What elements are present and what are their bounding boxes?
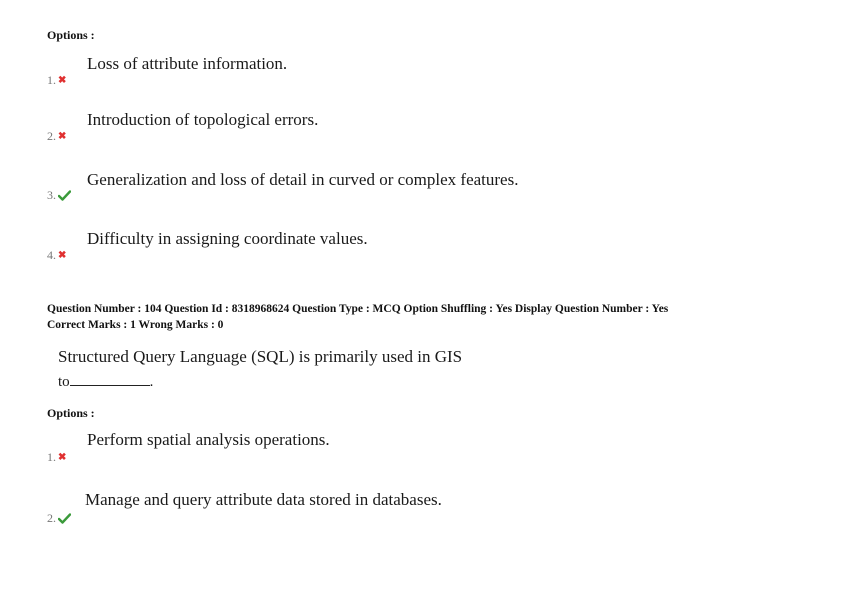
option-number: [47, 248, 66, 263]
option-text: Perform spatial analysis operations.: [87, 430, 330, 449]
question-marks: Correct Marks : 1 Wrong Marks : 0: [47, 319, 224, 331]
option-text: Manage and query attribute data stored in databases.: [85, 490, 442, 509]
question-text-continued: [58, 373, 153, 391]
option-text: Difficulty in assigning coordinate values.: [87, 229, 368, 248]
cross-icon: ✖: [58, 74, 67, 86]
option-number: [47, 129, 66, 144]
option-number-label: 1.: [47, 73, 56, 87]
option-number: [47, 73, 66, 88]
check-icon: [58, 190, 71, 201]
option-number-label: 2.: [47, 129, 56, 143]
option-text: Generalization and loss of detail in curved or complex features.: [87, 170, 519, 189]
option-number: [47, 511, 71, 526]
question-text-suffix: .: [149, 374, 154, 390]
options-label: Options :: [47, 406, 95, 420]
option-number-label: 3.: [47, 188, 56, 202]
question-meta: Question Number : 104 Question Id : 8318968624 Question Type : MCQ Option Shuffling : Yes Display Question Number : Yes: [47, 303, 669, 315]
answer-blank: [70, 373, 150, 386]
question-text: Structured Query Language (SQL) is primarily used in GIS: [58, 347, 463, 366]
options-label: Options :: [47, 28, 95, 42]
option-number: [47, 188, 71, 203]
cross-icon: ✖: [58, 451, 67, 463]
cross-icon: ✖: [58, 130, 67, 142]
option-text: Loss of attribute information.: [87, 54, 288, 73]
question-text-prefix: to: [58, 374, 70, 390]
option-number: [47, 450, 66, 465]
option-number-label: 2.: [47, 511, 56, 525]
option-text: Introduction of topological errors.: [87, 110, 319, 129]
option-number-label: 4.: [47, 248, 56, 262]
option-number-label: 1.: [47, 450, 56, 464]
cross-icon: ✖: [58, 249, 67, 261]
check-icon: [58, 513, 71, 524]
